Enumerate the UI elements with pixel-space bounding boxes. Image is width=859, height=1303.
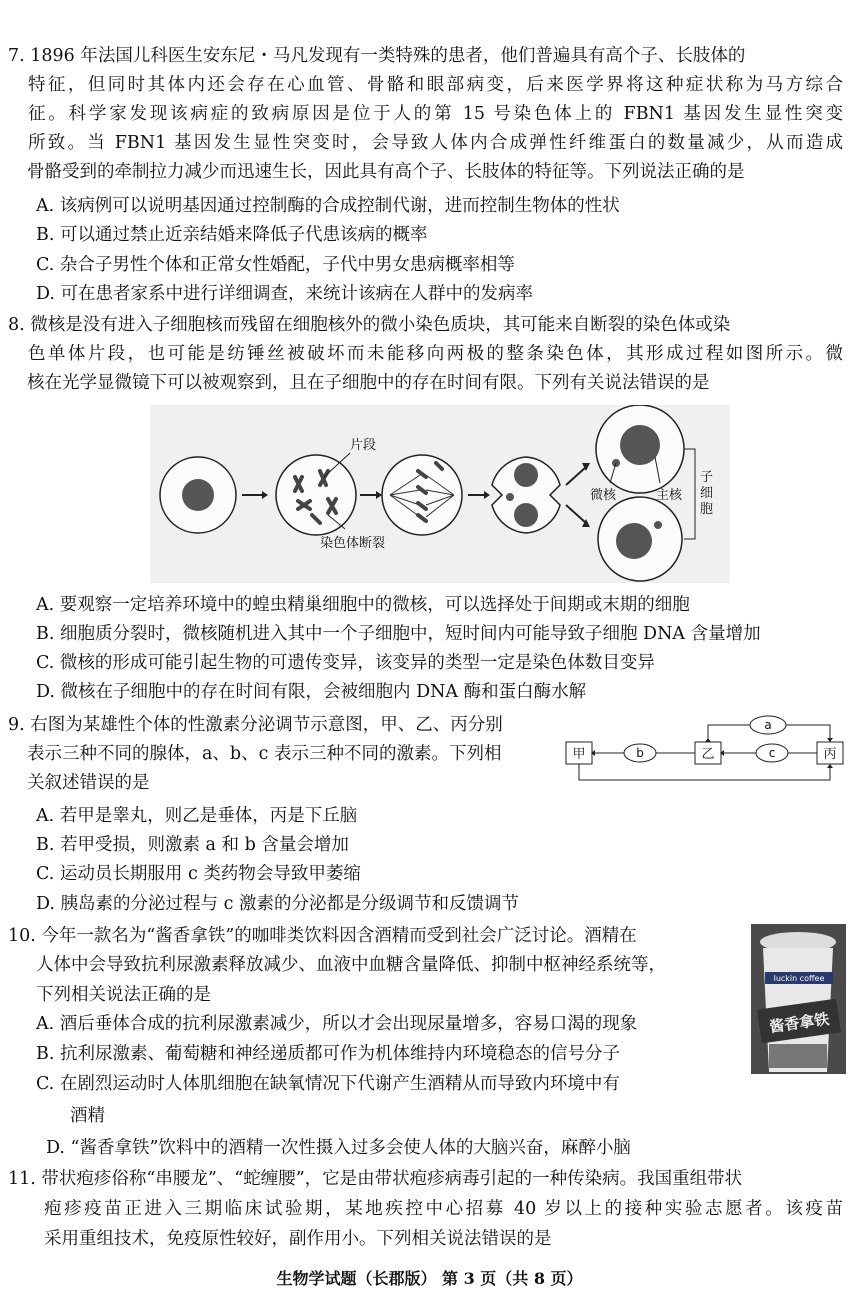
q8-option-b: B. 细胞质分裂时，微核随机进入其中一个子细胞中，短时间内可能导致子细胞 DNA 含量增加 <box>36 624 761 644</box>
q10-option-b: B. 抗利尿激素、葡萄糖和神经递质都可作为机体维持内环境稳态的信号分子 <box>36 1044 620 1064</box>
q7-line-5: 骨骼受到的牵制拉力减少而迅速生长，因此具有高个子、长肢体的特征等。下列说法正确的是 <box>27 162 745 182</box>
hormone-c <box>756 744 788 762</box>
q7-option-a: A. 该病例可以说明基因通过控制酶的合成控制代谢，进而控制生物体的性状 <box>36 196 620 216</box>
hormone-a <box>750 716 786 734</box>
q11-line-2: 疱疹疫苗正进入三期临床试验期，某地疾控中心招募 40 岁以上的接种实验志愿者。该疫苗 <box>44 1199 843 1219</box>
svg-text:甲: 甲 <box>572 747 586 762</box>
q9-line-2: 表示三种不同的腺体，a、b、c 表示三种不同的激素。下列相 <box>27 744 502 764</box>
node-bing <box>817 742 843 764</box>
q10-line-2: 人体中会导致抗利尿激素释放减少、血液中血糖含量降低、抑制中枢神经系统等， <box>36 955 666 975</box>
q7-line-3: 征。科学家发现该病症的致病原因是位于人的第 15 号染色体上的 FBN1 基因发生显性突变 <box>28 104 843 124</box>
svg-text:丙: 丙 <box>823 747 837 762</box>
q9-option-c: C. 运动员长期服用 c 类药物会导致甲萎缩 <box>36 864 361 884</box>
q8-line-2: 色单体片段，也可能是纺锤丝被破坏而未能移向两极的整条染色体，其形成过程如图所示。微 <box>28 344 843 364</box>
cell-prophase <box>276 455 356 535</box>
node-jia <box>566 742 592 764</box>
q9-option-b: B. 若甲受损，则激素 a 和 b 含量会增加 <box>36 835 349 855</box>
q10-option-a: A. 酒后垂体合成的抗利尿激素减少，所以才会出现尿量增多，容易口渴的现象 <box>36 1014 638 1034</box>
q10-line-1: 10. 今年一款名为“酱香拿铁”的咖啡类饮料因含酒精而受到社会广泛讨论。酒精在 <box>8 926 637 946</box>
q7-line-4: 所致。当 FBN1 基因发生显性突变时，会导致人体内合成弹性纤维蛋白的数量减少，从而造成 <box>28 133 843 153</box>
cell-interphase <box>160 457 236 533</box>
q9-line-3: 关叙述错误的是 <box>27 773 150 793</box>
photo-product-text: 酱香拿铁 <box>768 1009 831 1037</box>
q10-line-3: 下列相关说法正确的是 <box>36 985 211 1005</box>
cell-telophase <box>492 457 560 533</box>
svg-text:b: b <box>636 746 644 760</box>
q11-line-3: 采用重组技术，免疫原性较好，副作用小。下列相关说法错误的是 <box>44 1229 552 1249</box>
hormone-b <box>624 744 656 762</box>
q7-option-c: C. 杂合子男性个体和正常女性婚配，子代中男女患病概率相等 <box>36 255 515 275</box>
cell-metaphase <box>382 455 462 535</box>
daughter-cell-top <box>596 405 684 493</box>
q10-option-d: D. “酱香拿铁”饮料中的酒精一次性摄入过多会使人体的大脑兴奋，麻醉小脑 <box>46 1138 631 1158</box>
hormone-regulation-diagram <box>564 712 846 790</box>
q8-option-c: C. 微核的形成可能引起生物的可遗传变异，该变异的类型一定是染色体数目变异 <box>36 653 655 673</box>
q9-line-1: 9. 右图为某雄性个体的性激素分泌调节示意图，甲、乙、丙分别 <box>8 715 503 735</box>
q11-line-1: 11. 带状疱疹俗称“串腰龙”、“蛇缠腰”，它是由带状疱疹病毒引起的一种传染病。我国重组带状 <box>8 1169 743 1189</box>
q9-option-d: D. 胰岛素的分泌过程与 c 激素的分泌都是分级调节和反馈调节 <box>36 894 519 914</box>
q9-option-a: A. 若甲是睾丸，则乙是垂体，丙是下丘脑 <box>36 806 358 826</box>
svg-text:乙: 乙 <box>701 747 715 762</box>
q8-line-1: 8. 微核是没有进入子细胞核而残留在细胞核外的微小染色质块，其可能来自断裂的染色体或染 <box>8 315 731 335</box>
label-fragment: 片段 <box>350 438 377 453</box>
label-daughter-cell-2: 细 <box>700 486 714 501</box>
label-daughter-cell-3: 胞 <box>700 502 714 517</box>
svg-text:a: a <box>764 718 772 732</box>
page-footer: 生物学试题（长郡版） 第 3 页（共 8 页） <box>276 1269 583 1288</box>
label-daughter-cell-1: 子 <box>700 470 714 485</box>
sauce-latte-photo <box>751 924 846 1074</box>
label-micronucleus: 微核 <box>590 488 617 503</box>
q10-option-c-cont: 酒精 <box>70 1106 105 1126</box>
q8-option-a: A. 要观察一定培养环境中的蝗虫精巢细胞中的微核，可以选择处于间期或末期的细胞 <box>36 595 690 615</box>
q7-line-2: 特征，但同时其体内还会存在心血管、骨骼和眼部病变，后来医学界将这种症状称为马方综合 <box>28 75 843 95</box>
label-chromosome-breakage: 染色体断裂 <box>320 536 386 551</box>
q8-option-d: D. 微核在子细胞中的存在时间有限，会被细胞内 DNA 酶和蛋白酶水解 <box>36 682 587 702</box>
svg-text:c: c <box>768 746 776 760</box>
q7-line-1: 7. 1896 年法国儿科医生安东尼・马凡发现有一类特殊的患者，他们普遍具有高个子、长肢体的 <box>8 46 746 66</box>
label-main-nucleus: 主核 <box>656 488 683 503</box>
node-yi <box>695 742 721 764</box>
daughter-cell-bottom <box>598 497 682 581</box>
q8-line-3: 核在光学显微镜下可以被观察到，且在子细胞中的存在时间有限。下列有关说法错误的是 <box>27 373 710 393</box>
micronucleus-formation-figure <box>150 405 730 583</box>
q10-option-c: C. 在剧烈运动时人体肌细胞在缺氧情况下代谢产生酒精从而导致内环境中有 <box>36 1074 620 1094</box>
q7-option-d: D. 可在患者家系中进行详细调查，来统计该病在人群中的发病率 <box>36 284 534 304</box>
photo-brand-text: luckin coffee <box>773 974 825 983</box>
q7-option-b: B. 可以通过禁止近亲结婚来降低子代患该病的概率 <box>36 225 428 245</box>
